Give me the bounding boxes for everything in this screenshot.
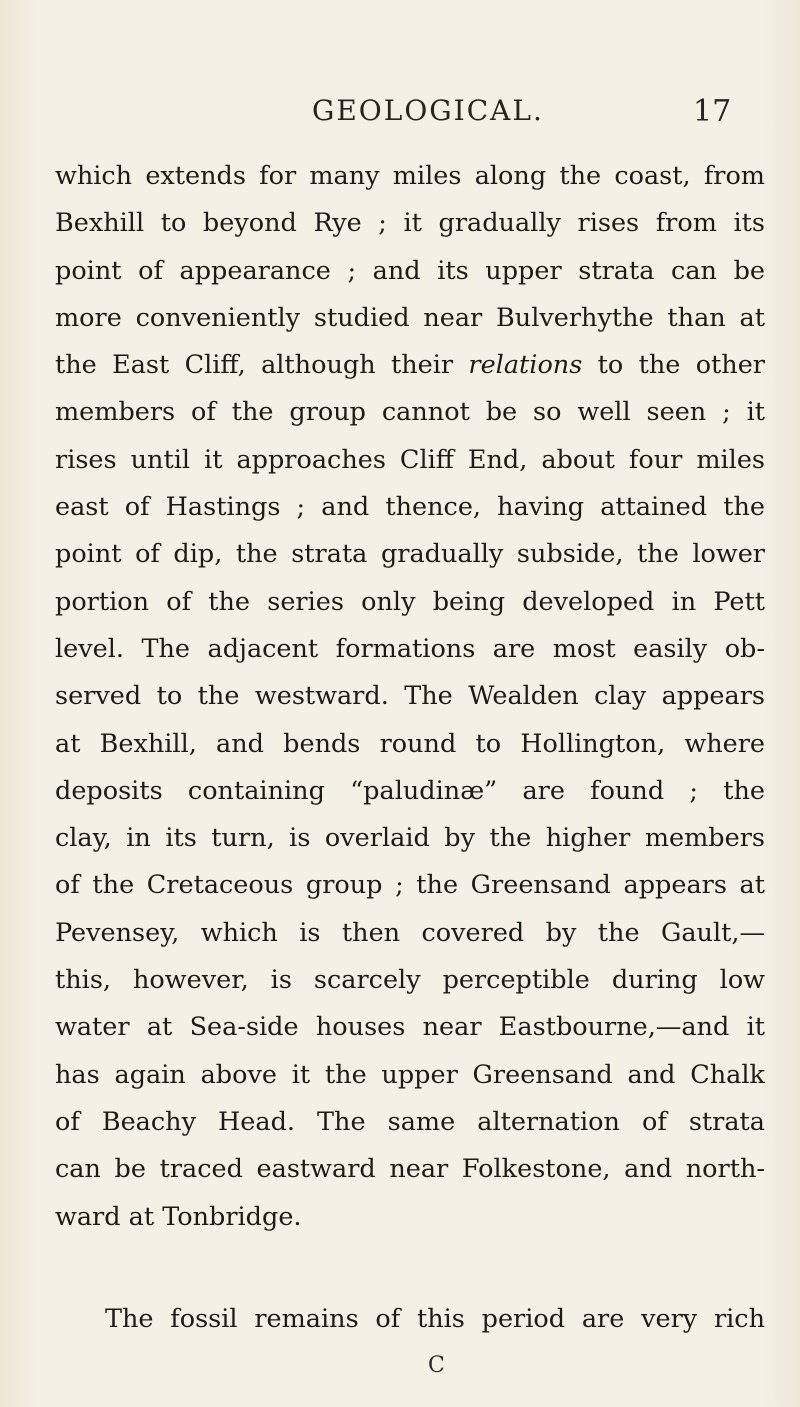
text-line: portion of the series only being developed in Pett	[55, 586, 765, 617]
text-line: this, however, is scarcely perceptible during low	[55, 965, 765, 996]
text-line: point of appearance ; and its upper strata can be	[55, 255, 765, 286]
text-line: water at Sea-side houses near Eastbourne,—and it	[55, 1012, 765, 1043]
italic-word: relations	[468, 350, 583, 381]
text-line: east of Hastings ; and thence, having attained the	[55, 492, 765, 523]
text-line: Bexhill to beyond Rye ; it gradually rises from its	[55, 208, 765, 239]
text-line: members of the group cannot be so well seen ; it	[55, 397, 765, 428]
signature-mark: C	[428, 1353, 445, 1378]
running-title: GEOLOGICAL.	[312, 94, 544, 127]
text-segment: to the other	[582, 350, 765, 381]
text-line: level. The adjacent formations are most easily ob-	[55, 633, 765, 664]
text-line: of the Cretaceous group ; the Greensand appears at	[55, 870, 765, 901]
text-line: deposits containing “paludinæ” are found ; the	[55, 775, 765, 806]
text-line: Pevensey, which is then covered by the Gault,—	[55, 917, 765, 948]
page-number: 17	[693, 94, 732, 129]
text-line: more conveniently studied near Bulverhythe than at	[55, 302, 765, 333]
text-line: point of dip, the strata gradually subside, the lower	[55, 539, 765, 570]
page-header	[0, 94, 800, 134]
text-segment: the East Cliff, although their	[55, 350, 469, 381]
text-line: ward at Tonbridge.	[55, 1201, 302, 1232]
text-line: served to the westward. The Wealden clay appears	[55, 681, 765, 712]
text-line: at Bexhill, and bends round to Hollington, where	[55, 728, 765, 759]
text-line: clay, in its turn, is overlaid by the higher members	[55, 823, 765, 854]
text-line: of Beachy Head. The same alternation of strata	[55, 1106, 765, 1137]
text-line: has again above it the upper Greensand and Chalk	[55, 1059, 765, 1090]
paragraph-geological-description	[55, 153, 765, 1241]
paragraph-fossil-remains	[55, 1296, 765, 1343]
text-line: which extends for many miles along the coast, from	[55, 161, 765, 191]
text-line: rises until it approaches Cliff End, about four miles	[55, 444, 765, 475]
text-line: can be traced eastward near Folkestone, and north-	[55, 1154, 765, 1185]
text-line-with-italic	[55, 342, 765, 389]
text-line: The fossil remains of this period are very rich	[105, 1304, 765, 1334]
